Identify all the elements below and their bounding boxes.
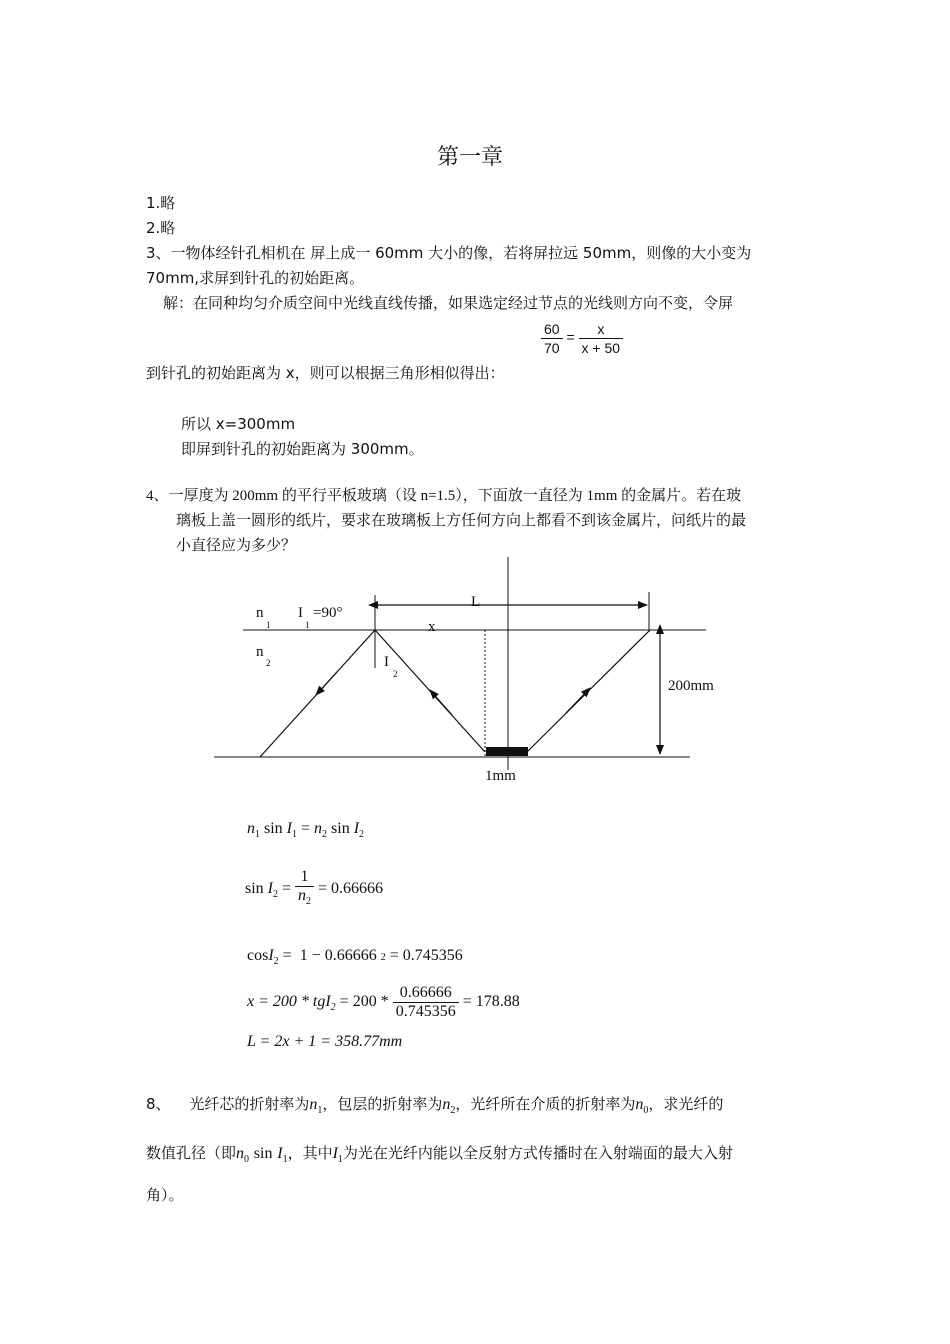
eq1-i1: I — [286, 820, 292, 837]
metal-plate — [486, 747, 528, 756]
q8-text-4: ，求光纤的 — [648, 1095, 724, 1113]
q8-text-1: 光纤芯的折射率为 — [189, 1095, 310, 1113]
question-3-line-1: 3、一物体经针孔相机在 屏上成一 60mm 大小的像，若将屏拉远 50mm，则像的大小变为 — [146, 244, 752, 262]
ray-right — [527, 630, 650, 752]
eq2-sin: sin — [245, 880, 264, 898]
solution-3-line-1: 解：在同种均匀介质空间中光线直线传播，如果选定经过节点的光线则方向不变，令屏 — [163, 294, 734, 312]
q8-number: 8、 — [146, 1095, 171, 1113]
equation-l: L = 2x + 1 = 358.77mm — [247, 1033, 403, 1050]
eq3-expr: 1 − 0.66666 — [299, 947, 377, 964]
eq4-lhs: x = 200 * tgI — [247, 993, 331, 1011]
eq3-i-sub: 2 — [273, 956, 279, 967]
eq1-n2-sub: 2 — [322, 829, 328, 840]
eq3-square: 2 — [380, 952, 386, 963]
eq1-n1-sub: 1 — [255, 829, 260, 840]
eq4-mid: = 200 * — [339, 993, 389, 1011]
label-i2: I — [384, 654, 389, 670]
page-title: 第一章 — [437, 145, 504, 170]
label-i1-value: =90° — [313, 605, 343, 621]
solution-3-line-2: 到针孔的初始距离为 x，则可以根据三角形相似得出： — [146, 364, 505, 382]
equation-sin-i2 — [245, 868, 383, 911]
q8-text-3: ，光纤所在介质的折射率为 — [455, 1095, 636, 1113]
eq1-n2: n — [314, 820, 323, 837]
q8-i1b: I — [332, 1145, 338, 1162]
question-8-line-1 — [146, 1094, 723, 1121]
question-4-line-2: 璃板上盖一圆形的纸片，要求在玻璃板上方任何方向上都看不到该金属片，问纸片的最 — [176, 513, 747, 529]
question-8-line-2 — [146, 1143, 733, 1170]
q8-n2-sub: 2 — [450, 1105, 456, 1116]
ray-right-arrow — [566, 688, 590, 713]
label-n2-sub: 2 — [266, 658, 271, 668]
item-1: 1.略 — [146, 194, 176, 212]
label-l: L — [471, 594, 481, 610]
eq1-sin2: sin — [331, 820, 350, 837]
solution-3-line-4: 即屏到针孔的初始距离为 300mm。 — [181, 440, 424, 458]
eq3-result: = 0.745356 — [389, 947, 463, 964]
label-n1: n — [256, 605, 264, 621]
equation-x — [247, 984, 520, 1021]
eq1-n1: n — [247, 820, 255, 837]
q8-n1-sub: 1 — [317, 1105, 323, 1116]
label-i1-sub: 1 — [305, 620, 310, 630]
label-x: x — [428, 619, 436, 635]
eq2-den-sub: 2 — [306, 896, 312, 907]
q8-text-5: 数值孔径（即 — [146, 1144, 237, 1162]
eq3-equals: = — [282, 947, 292, 964]
q8-n2: n — [442, 1096, 451, 1113]
label-plate: 1mm — [485, 768, 516, 784]
eq2-num: 1 — [295, 868, 314, 887]
q8-sin: sin — [253, 1145, 273, 1162]
label-i2-sub: 2 — [393, 669, 398, 679]
eq1-equals: = — [301, 820, 311, 837]
eq1-sin1: sin — [264, 820, 283, 837]
eq2-den: n — [298, 887, 307, 904]
label-n2: n — [256, 644, 264, 660]
eq2-equals: = — [282, 880, 292, 898]
eq4-den: 0.745356 — [395, 1003, 456, 1020]
question-4-line-3: 小直径应为多少？ — [176, 538, 297, 554]
question-4-line-1: 4、一厚度为 200mm 的平行平板玻璃（设 n=1.5），下面放一直径为 1mm 的金属片。若在玻 — [146, 488, 742, 504]
q8-text-7: 为光在光纤内能以全反射方式传播时在入射端面的最大入射 — [342, 1144, 733, 1162]
question-3-line-2: 70mm,求屏到针孔的初始距离。 — [146, 269, 365, 287]
eq4-num: 0.66666 — [393, 984, 459, 1003]
label-thickness: 200mm — [668, 678, 714, 694]
q8-n0b: n — [236, 1145, 245, 1162]
eq2-result: = 0.66666 — [318, 880, 384, 898]
q8-text-2: ，包层的折射率为 — [322, 1095, 443, 1113]
frac-equals: = — [566, 329, 575, 346]
q8-n1: n — [309, 1096, 318, 1113]
eq4-result: = 178.88 — [462, 993, 520, 1011]
solution-3-line-3: 所以 x=300mm — [181, 415, 296, 433]
label-n1-sub: 1 — [266, 620, 271, 630]
question-8-line-3: 角）。 — [146, 1186, 184, 1204]
ray-center — [375, 630, 485, 752]
q8-i1b-sub: 1 — [337, 1154, 343, 1165]
q8-i1: I — [277, 1145, 283, 1162]
equation-cos-i2 — [247, 947, 463, 967]
eq1-i1-sub: 1 — [292, 829, 297, 840]
eq4-sub: 2 — [330, 1002, 336, 1014]
eq3-i: I — [268, 947, 274, 964]
eq1-i2: I — [353, 820, 360, 837]
equation-snell — [247, 820, 364, 840]
frac-a-num: 60 — [541, 320, 563, 339]
frac-b-den: x + 50 — [581, 340, 621, 356]
label-i1: I — [298, 605, 303, 621]
item-2: 2.略 — [146, 219, 176, 237]
frac-b-num: x — [579, 320, 624, 339]
eq3-cos: cos — [247, 947, 269, 964]
eq1-i2-sub: 2 — [359, 829, 365, 840]
ray-center-arrow — [430, 690, 452, 715]
eq2-i: I — [267, 880, 273, 898]
ray-left-arrow — [316, 672, 337, 695]
q8-text-6: ，其中 — [287, 1144, 333, 1162]
q8-n0: n — [635, 1096, 644, 1113]
eq2-i-sub: 2 — [273, 889, 278, 901]
frac-a-den: 70 — [544, 340, 560, 356]
q8-i1-sub: 1 — [282, 1154, 288, 1165]
q8-n0b-sub: 0 — [244, 1154, 250, 1165]
q8-n0-sub: 0 — [643, 1105, 649, 1116]
